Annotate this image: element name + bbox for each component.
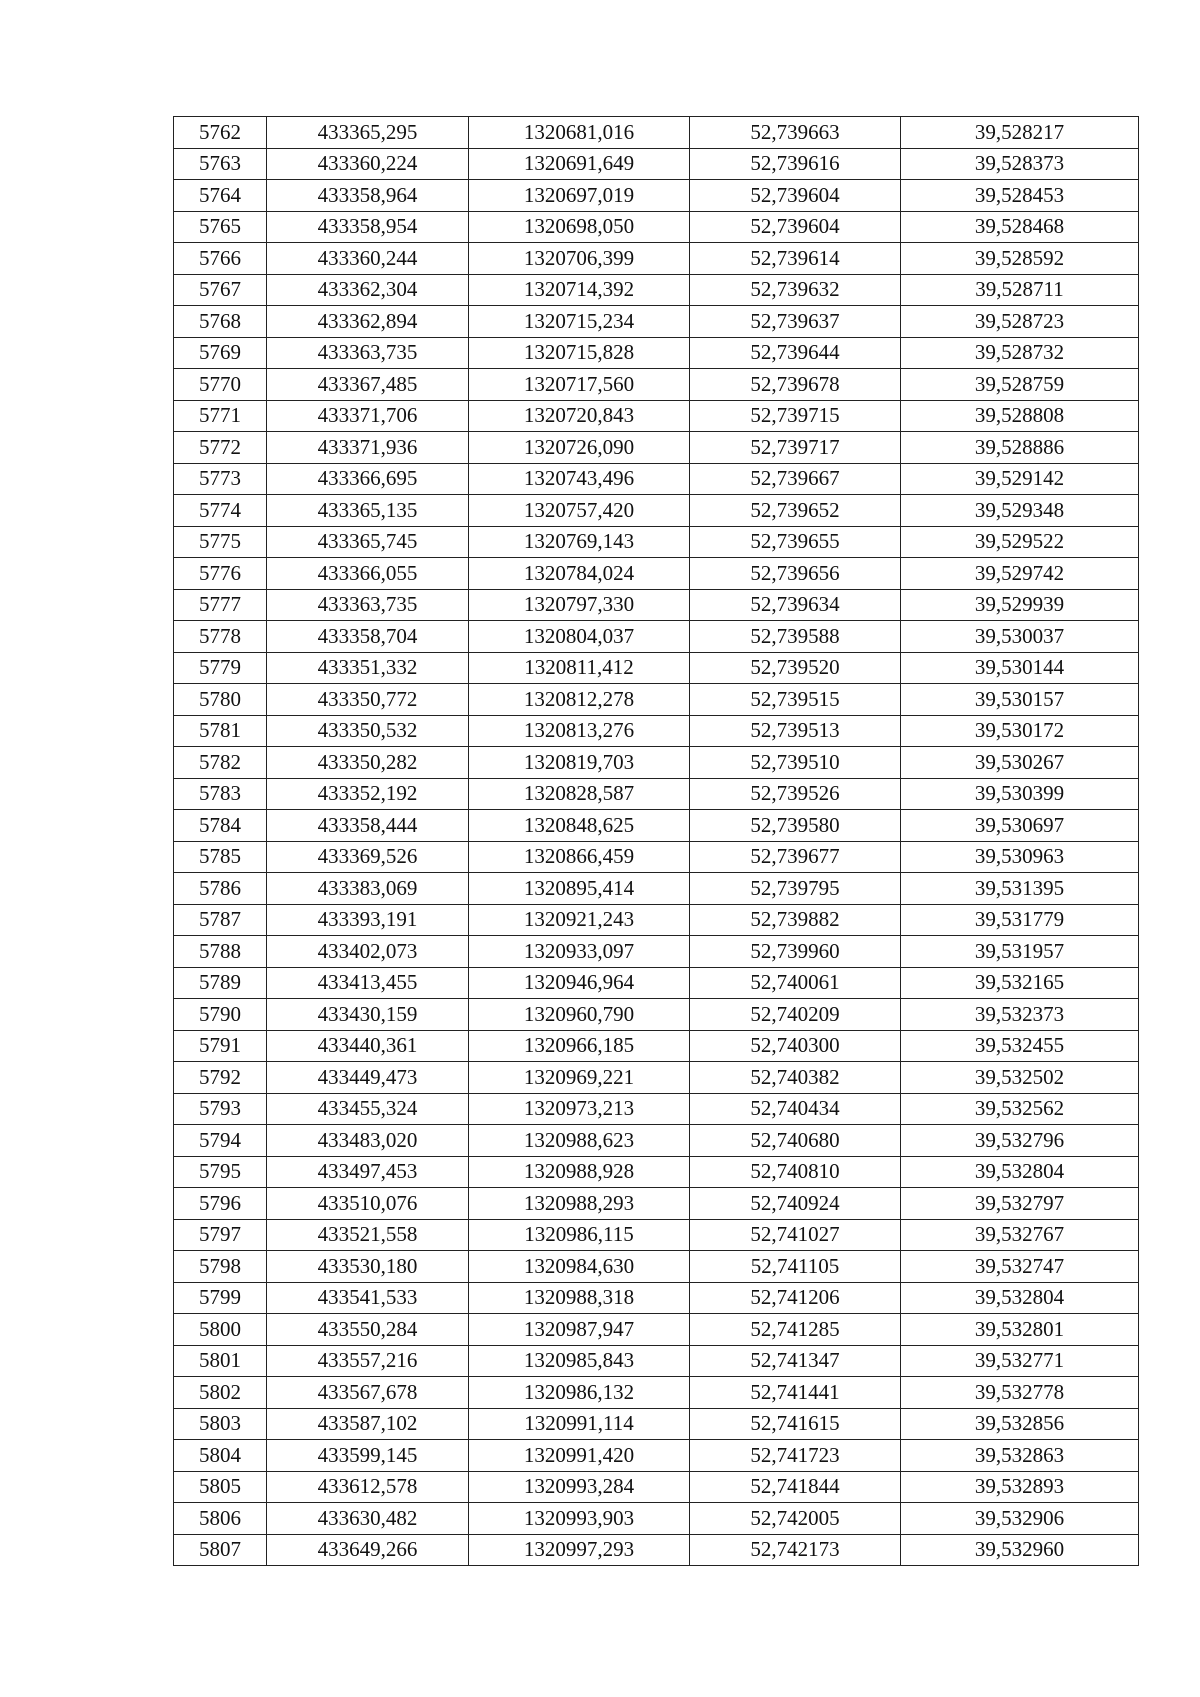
latitude-cell: 52,739960 bbox=[690, 936, 901, 968]
y-coordinate-cell: 1320973,213 bbox=[469, 1093, 690, 1125]
y-coordinate-cell: 1320993,284 bbox=[469, 1471, 690, 1503]
point-number-cell: 5782 bbox=[174, 747, 267, 779]
longitude-cell: 39,532801 bbox=[901, 1314, 1139, 1346]
x-coordinate-cell: 433350,772 bbox=[267, 684, 469, 716]
point-number-cell: 5804 bbox=[174, 1440, 267, 1472]
point-number-cell: 5779 bbox=[174, 652, 267, 684]
point-number-cell: 5772 bbox=[174, 432, 267, 464]
x-coordinate-cell: 433358,954 bbox=[267, 211, 469, 243]
x-coordinate-cell: 433362,894 bbox=[267, 306, 469, 338]
x-coordinate-cell: 433393,191 bbox=[267, 904, 469, 936]
longitude-cell: 39,528592 bbox=[901, 243, 1139, 275]
point-number-cell: 5806 bbox=[174, 1503, 267, 1535]
point-number-cell: 5786 bbox=[174, 873, 267, 905]
y-coordinate-cell: 1320715,234 bbox=[469, 306, 690, 338]
x-coordinate-cell: 433649,266 bbox=[267, 1534, 469, 1566]
point-number-cell: 5776 bbox=[174, 558, 267, 590]
latitude-cell: 52,740810 bbox=[690, 1156, 901, 1188]
table-row bbox=[174, 1062, 1139, 1094]
latitude-cell: 52,739616 bbox=[690, 148, 901, 180]
longitude-cell: 39,528217 bbox=[901, 117, 1139, 149]
latitude-cell: 52,739510 bbox=[690, 747, 901, 779]
latitude-cell: 52,741105 bbox=[690, 1251, 901, 1283]
y-coordinate-cell: 1320714,392 bbox=[469, 274, 690, 306]
y-coordinate-cell: 1320988,318 bbox=[469, 1282, 690, 1314]
point-number-cell: 5781 bbox=[174, 715, 267, 747]
longitude-cell: 39,532562 bbox=[901, 1093, 1139, 1125]
table-row bbox=[174, 1408, 1139, 1440]
latitude-cell: 52,739588 bbox=[690, 621, 901, 653]
y-coordinate-cell: 1320988,928 bbox=[469, 1156, 690, 1188]
x-coordinate-cell: 433365,745 bbox=[267, 526, 469, 558]
table-row bbox=[174, 1440, 1139, 1472]
latitude-cell: 52,739667 bbox=[690, 463, 901, 495]
longitude-cell: 39,532778 bbox=[901, 1377, 1139, 1409]
latitude-cell: 52,741206 bbox=[690, 1282, 901, 1314]
y-coordinate-cell: 1320988,623 bbox=[469, 1125, 690, 1157]
longitude-cell: 39,528453 bbox=[901, 180, 1139, 212]
x-coordinate-cell: 433449,473 bbox=[267, 1062, 469, 1094]
y-coordinate-cell: 1320715,828 bbox=[469, 337, 690, 369]
longitude-cell: 39,532960 bbox=[901, 1534, 1139, 1566]
latitude-cell: 52,739678 bbox=[690, 369, 901, 401]
table-row bbox=[174, 1251, 1139, 1283]
point-number-cell: 5802 bbox=[174, 1377, 267, 1409]
table-row bbox=[174, 1093, 1139, 1125]
point-number-cell: 5769 bbox=[174, 337, 267, 369]
x-coordinate-cell: 433371,706 bbox=[267, 400, 469, 432]
y-coordinate-cell: 1320985,843 bbox=[469, 1345, 690, 1377]
longitude-cell: 39,530144 bbox=[901, 652, 1139, 684]
latitude-cell: 52,739614 bbox=[690, 243, 901, 275]
table-row bbox=[174, 1345, 1139, 1377]
x-coordinate-cell: 433430,159 bbox=[267, 999, 469, 1031]
longitude-cell: 39,530963 bbox=[901, 841, 1139, 873]
x-coordinate-cell: 433358,964 bbox=[267, 180, 469, 212]
table-row bbox=[174, 967, 1139, 999]
y-coordinate-cell: 1320991,420 bbox=[469, 1440, 690, 1472]
x-coordinate-cell: 433365,295 bbox=[267, 117, 469, 149]
table-row bbox=[174, 652, 1139, 684]
longitude-cell: 39,530172 bbox=[901, 715, 1139, 747]
x-coordinate-cell: 433402,073 bbox=[267, 936, 469, 968]
latitude-cell: 52,739663 bbox=[690, 117, 901, 149]
table-row bbox=[174, 1471, 1139, 1503]
point-number-cell: 5791 bbox=[174, 1030, 267, 1062]
y-coordinate-cell: 1320997,293 bbox=[469, 1534, 690, 1566]
x-coordinate-cell: 433557,216 bbox=[267, 1345, 469, 1377]
table-row bbox=[174, 904, 1139, 936]
point-number-cell: 5805 bbox=[174, 1471, 267, 1503]
point-number-cell: 5775 bbox=[174, 526, 267, 558]
y-coordinate-cell: 1320921,243 bbox=[469, 904, 690, 936]
table-row bbox=[174, 1030, 1139, 1062]
y-coordinate-cell: 1320828,587 bbox=[469, 778, 690, 810]
x-coordinate-cell: 433413,455 bbox=[267, 967, 469, 999]
longitude-cell: 39,528711 bbox=[901, 274, 1139, 306]
y-coordinate-cell: 1320988,293 bbox=[469, 1188, 690, 1220]
y-coordinate-cell: 1320960,790 bbox=[469, 999, 690, 1031]
x-coordinate-cell: 433510,076 bbox=[267, 1188, 469, 1220]
table-row bbox=[174, 1219, 1139, 1251]
y-coordinate-cell: 1320895,414 bbox=[469, 873, 690, 905]
latitude-cell: 52,741441 bbox=[690, 1377, 901, 1409]
point-number-cell: 5788 bbox=[174, 936, 267, 968]
latitude-cell: 52,739677 bbox=[690, 841, 901, 873]
longitude-cell: 39,532767 bbox=[901, 1219, 1139, 1251]
longitude-cell: 39,528886 bbox=[901, 432, 1139, 464]
table-row bbox=[174, 211, 1139, 243]
point-number-cell: 5766 bbox=[174, 243, 267, 275]
y-coordinate-cell: 1320698,050 bbox=[469, 211, 690, 243]
latitude-cell: 52,741723 bbox=[690, 1440, 901, 1472]
latitude-cell: 52,740434 bbox=[690, 1093, 901, 1125]
point-number-cell: 5799 bbox=[174, 1282, 267, 1314]
longitude-cell: 39,532893 bbox=[901, 1471, 1139, 1503]
point-number-cell: 5785 bbox=[174, 841, 267, 873]
longitude-cell: 39,531395 bbox=[901, 873, 1139, 905]
table-row bbox=[174, 243, 1139, 275]
latitude-cell: 52,739515 bbox=[690, 684, 901, 716]
point-number-cell: 5768 bbox=[174, 306, 267, 338]
latitude-cell: 52,739637 bbox=[690, 306, 901, 338]
point-number-cell: 5763 bbox=[174, 148, 267, 180]
x-coordinate-cell: 433371,936 bbox=[267, 432, 469, 464]
point-number-cell: 5807 bbox=[174, 1534, 267, 1566]
x-coordinate-cell: 433366,055 bbox=[267, 558, 469, 590]
point-number-cell: 5765 bbox=[174, 211, 267, 243]
longitude-cell: 39,532502 bbox=[901, 1062, 1139, 1094]
longitude-cell: 39,528759 bbox=[901, 369, 1139, 401]
latitude-cell: 52,739634 bbox=[690, 589, 901, 621]
latitude-cell: 52,741347 bbox=[690, 1345, 901, 1377]
longitude-cell: 39,531779 bbox=[901, 904, 1139, 936]
x-coordinate-cell: 433358,444 bbox=[267, 810, 469, 842]
longitude-cell: 39,532747 bbox=[901, 1251, 1139, 1283]
table-row bbox=[174, 432, 1139, 464]
x-coordinate-cell: 433351,332 bbox=[267, 652, 469, 684]
y-coordinate-cell: 1320991,114 bbox=[469, 1408, 690, 1440]
longitude-cell: 39,532165 bbox=[901, 967, 1139, 999]
y-coordinate-cell: 1320813,276 bbox=[469, 715, 690, 747]
point-number-cell: 5800 bbox=[174, 1314, 267, 1346]
point-number-cell: 5783 bbox=[174, 778, 267, 810]
longitude-cell: 39,530399 bbox=[901, 778, 1139, 810]
point-number-cell: 5801 bbox=[174, 1345, 267, 1377]
latitude-cell: 52,741844 bbox=[690, 1471, 901, 1503]
longitude-cell: 39,529142 bbox=[901, 463, 1139, 495]
latitude-cell: 52,740382 bbox=[690, 1062, 901, 1094]
point-number-cell: 5787 bbox=[174, 904, 267, 936]
y-coordinate-cell: 1320986,132 bbox=[469, 1377, 690, 1409]
point-number-cell: 5777 bbox=[174, 589, 267, 621]
longitude-cell: 39,532906 bbox=[901, 1503, 1139, 1535]
point-number-cell: 5773 bbox=[174, 463, 267, 495]
longitude-cell: 39,532771 bbox=[901, 1345, 1139, 1377]
point-number-cell: 5771 bbox=[174, 400, 267, 432]
latitude-cell: 52,739655 bbox=[690, 526, 901, 558]
table-row bbox=[174, 274, 1139, 306]
y-coordinate-cell: 1320946,964 bbox=[469, 967, 690, 999]
latitude-cell: 52,740061 bbox=[690, 967, 901, 999]
table-row bbox=[174, 810, 1139, 842]
table-row bbox=[174, 400, 1139, 432]
table-row bbox=[174, 621, 1139, 653]
coordinates-table bbox=[173, 116, 1139, 1566]
table-row bbox=[174, 1534, 1139, 1566]
longitude-cell: 39,531957 bbox=[901, 936, 1139, 968]
longitude-cell: 39,530037 bbox=[901, 621, 1139, 653]
latitude-cell: 52,742173 bbox=[690, 1534, 901, 1566]
latitude-cell: 52,741615 bbox=[690, 1408, 901, 1440]
x-coordinate-cell: 433369,526 bbox=[267, 841, 469, 873]
point-number-cell: 5795 bbox=[174, 1156, 267, 1188]
latitude-cell: 52,741027 bbox=[690, 1219, 901, 1251]
point-number-cell: 5796 bbox=[174, 1188, 267, 1220]
table-row bbox=[174, 1156, 1139, 1188]
x-coordinate-cell: 433383,069 bbox=[267, 873, 469, 905]
x-coordinate-cell: 433350,532 bbox=[267, 715, 469, 747]
longitude-cell: 39,528723 bbox=[901, 306, 1139, 338]
longitude-cell: 39,528373 bbox=[901, 148, 1139, 180]
table-row bbox=[174, 999, 1139, 1031]
y-coordinate-cell: 1320848,625 bbox=[469, 810, 690, 842]
point-number-cell: 5789 bbox=[174, 967, 267, 999]
latitude-cell: 52,739520 bbox=[690, 652, 901, 684]
longitude-cell: 39,532796 bbox=[901, 1125, 1139, 1157]
point-number-cell: 5798 bbox=[174, 1251, 267, 1283]
point-number-cell: 5784 bbox=[174, 810, 267, 842]
latitude-cell: 52,739652 bbox=[690, 495, 901, 527]
longitude-cell: 39,528808 bbox=[901, 400, 1139, 432]
y-coordinate-cell: 1320987,947 bbox=[469, 1314, 690, 1346]
x-coordinate-cell: 433350,282 bbox=[267, 747, 469, 779]
y-coordinate-cell: 1320757,420 bbox=[469, 495, 690, 527]
x-coordinate-cell: 433599,145 bbox=[267, 1440, 469, 1472]
latitude-cell: 52,739526 bbox=[690, 778, 901, 810]
longitude-cell: 39,529742 bbox=[901, 558, 1139, 590]
latitude-cell: 52,739717 bbox=[690, 432, 901, 464]
latitude-cell: 52,739513 bbox=[690, 715, 901, 747]
x-coordinate-cell: 433541,533 bbox=[267, 1282, 469, 1314]
latitude-cell: 52,739644 bbox=[690, 337, 901, 369]
table-row bbox=[174, 936, 1139, 968]
longitude-cell: 39,532373 bbox=[901, 999, 1139, 1031]
table-row bbox=[174, 841, 1139, 873]
table-row bbox=[174, 589, 1139, 621]
table-row bbox=[174, 337, 1139, 369]
x-coordinate-cell: 433440,361 bbox=[267, 1030, 469, 1062]
y-coordinate-cell: 1320933,097 bbox=[469, 936, 690, 968]
longitude-cell: 39,532804 bbox=[901, 1282, 1139, 1314]
latitude-cell: 52,741285 bbox=[690, 1314, 901, 1346]
longitude-cell: 39,529939 bbox=[901, 589, 1139, 621]
table-row bbox=[174, 306, 1139, 338]
point-number-cell: 5774 bbox=[174, 495, 267, 527]
table-row bbox=[174, 463, 1139, 495]
table-row bbox=[174, 495, 1139, 527]
y-coordinate-cell: 1320819,703 bbox=[469, 747, 690, 779]
table-row bbox=[174, 1503, 1139, 1535]
y-coordinate-cell: 1320811,412 bbox=[469, 652, 690, 684]
table-row bbox=[174, 1282, 1139, 1314]
latitude-cell: 52,739656 bbox=[690, 558, 901, 590]
point-number-cell: 5767 bbox=[174, 274, 267, 306]
table-row bbox=[174, 1377, 1139, 1409]
point-number-cell: 5792 bbox=[174, 1062, 267, 1094]
table-row bbox=[174, 369, 1139, 401]
point-number-cell: 5794 bbox=[174, 1125, 267, 1157]
table-row bbox=[174, 778, 1139, 810]
y-coordinate-cell: 1320769,143 bbox=[469, 526, 690, 558]
point-number-cell: 5770 bbox=[174, 369, 267, 401]
x-coordinate-cell: 433358,704 bbox=[267, 621, 469, 653]
latitude-cell: 52,739715 bbox=[690, 400, 901, 432]
latitude-cell: 52,740924 bbox=[690, 1188, 901, 1220]
longitude-cell: 39,530697 bbox=[901, 810, 1139, 842]
longitude-cell: 39,532856 bbox=[901, 1408, 1139, 1440]
y-coordinate-cell: 1320784,024 bbox=[469, 558, 690, 590]
table-row bbox=[174, 873, 1139, 905]
x-coordinate-cell: 433612,578 bbox=[267, 1471, 469, 1503]
x-coordinate-cell: 433363,735 bbox=[267, 337, 469, 369]
x-coordinate-cell: 433483,020 bbox=[267, 1125, 469, 1157]
latitude-cell: 52,739795 bbox=[690, 873, 901, 905]
table-row bbox=[174, 684, 1139, 716]
point-number-cell: 5793 bbox=[174, 1093, 267, 1125]
point-number-cell: 5803 bbox=[174, 1408, 267, 1440]
longitude-cell: 39,530157 bbox=[901, 684, 1139, 716]
point-number-cell: 5778 bbox=[174, 621, 267, 653]
x-coordinate-cell: 433352,192 bbox=[267, 778, 469, 810]
point-number-cell: 5764 bbox=[174, 180, 267, 212]
table-row bbox=[174, 1125, 1139, 1157]
x-coordinate-cell: 433521,558 bbox=[267, 1219, 469, 1251]
latitude-cell: 52,740209 bbox=[690, 999, 901, 1031]
y-coordinate-cell: 1320681,016 bbox=[469, 117, 690, 149]
longitude-cell: 39,532797 bbox=[901, 1188, 1139, 1220]
coordinates-table-body bbox=[174, 117, 1139, 1566]
longitude-cell: 39,532863 bbox=[901, 1440, 1139, 1472]
latitude-cell: 52,739580 bbox=[690, 810, 901, 842]
y-coordinate-cell: 1320717,560 bbox=[469, 369, 690, 401]
table-row bbox=[174, 526, 1139, 558]
x-coordinate-cell: 433567,678 bbox=[267, 1377, 469, 1409]
latitude-cell: 52,740680 bbox=[690, 1125, 901, 1157]
table-row bbox=[174, 1314, 1139, 1346]
latitude-cell: 52,739604 bbox=[690, 211, 901, 243]
x-coordinate-cell: 433360,244 bbox=[267, 243, 469, 275]
y-coordinate-cell: 1320969,221 bbox=[469, 1062, 690, 1094]
x-coordinate-cell: 433630,482 bbox=[267, 1503, 469, 1535]
x-coordinate-cell: 433367,485 bbox=[267, 369, 469, 401]
y-coordinate-cell: 1320986,115 bbox=[469, 1219, 690, 1251]
point-number-cell: 5797 bbox=[174, 1219, 267, 1251]
y-coordinate-cell: 1320691,649 bbox=[469, 148, 690, 180]
table-row bbox=[174, 558, 1139, 590]
latitude-cell: 52,739632 bbox=[690, 274, 901, 306]
x-coordinate-cell: 433455,324 bbox=[267, 1093, 469, 1125]
longitude-cell: 39,528732 bbox=[901, 337, 1139, 369]
table-row bbox=[174, 180, 1139, 212]
y-coordinate-cell: 1320697,019 bbox=[469, 180, 690, 212]
longitude-cell: 39,529348 bbox=[901, 495, 1139, 527]
y-coordinate-cell: 1320984,630 bbox=[469, 1251, 690, 1283]
x-coordinate-cell: 433530,180 bbox=[267, 1251, 469, 1283]
y-coordinate-cell: 1320726,090 bbox=[469, 432, 690, 464]
x-coordinate-cell: 433587,102 bbox=[267, 1408, 469, 1440]
longitude-cell: 39,532804 bbox=[901, 1156, 1139, 1188]
x-coordinate-cell: 433365,135 bbox=[267, 495, 469, 527]
point-number-cell: 5780 bbox=[174, 684, 267, 716]
x-coordinate-cell: 433360,224 bbox=[267, 148, 469, 180]
x-coordinate-cell: 433363,735 bbox=[267, 589, 469, 621]
latitude-cell: 52,740300 bbox=[690, 1030, 901, 1062]
y-coordinate-cell: 1320720,843 bbox=[469, 400, 690, 432]
y-coordinate-cell: 1320804,037 bbox=[469, 621, 690, 653]
y-coordinate-cell: 1320993,903 bbox=[469, 1503, 690, 1535]
table-row bbox=[174, 148, 1139, 180]
x-coordinate-cell: 433497,453 bbox=[267, 1156, 469, 1188]
table-row bbox=[174, 117, 1139, 149]
table-row bbox=[174, 1188, 1139, 1220]
point-number-cell: 5762 bbox=[174, 117, 267, 149]
latitude-cell: 52,739882 bbox=[690, 904, 901, 936]
table-row bbox=[174, 715, 1139, 747]
y-coordinate-cell: 1320743,496 bbox=[469, 463, 690, 495]
y-coordinate-cell: 1320812,278 bbox=[469, 684, 690, 716]
table-row bbox=[174, 747, 1139, 779]
y-coordinate-cell: 1320797,330 bbox=[469, 589, 690, 621]
longitude-cell: 39,530267 bbox=[901, 747, 1139, 779]
longitude-cell: 39,529522 bbox=[901, 526, 1139, 558]
y-coordinate-cell: 1320966,185 bbox=[469, 1030, 690, 1062]
y-coordinate-cell: 1320706,399 bbox=[469, 243, 690, 275]
latitude-cell: 52,739604 bbox=[690, 180, 901, 212]
x-coordinate-cell: 433550,284 bbox=[267, 1314, 469, 1346]
x-coordinate-cell: 433362,304 bbox=[267, 274, 469, 306]
longitude-cell: 39,528468 bbox=[901, 211, 1139, 243]
x-coordinate-cell: 433366,695 bbox=[267, 463, 469, 495]
y-coordinate-cell: 1320866,459 bbox=[469, 841, 690, 873]
latitude-cell: 52,742005 bbox=[690, 1503, 901, 1535]
longitude-cell: 39,532455 bbox=[901, 1030, 1139, 1062]
point-number-cell: 5790 bbox=[174, 999, 267, 1031]
